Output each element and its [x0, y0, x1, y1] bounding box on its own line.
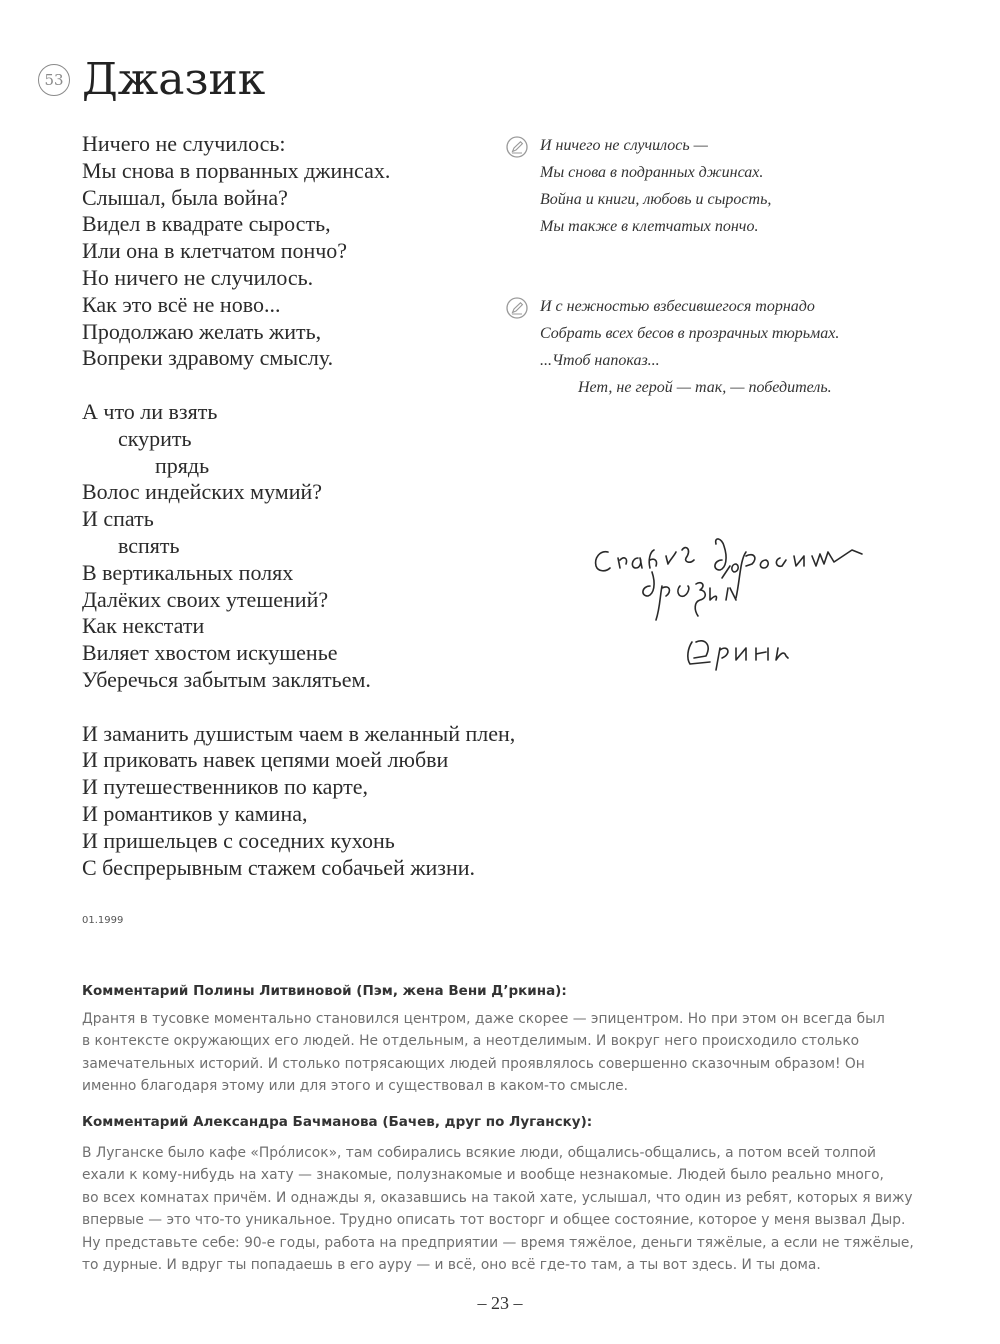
comment-line: то дурные. И вдруг ты попадаешь в его ауру — и всё, оно всё где-то там, а ты вот здесь. И ты дома. — [82, 1257, 821, 1274]
note-line: ...Чтоб напоказ... — [540, 352, 660, 369]
poem-line: Виляет хвостом искушенье — [82, 640, 338, 666]
handwritten-signature — [590, 530, 890, 690]
poem-line: Видел в квадрате сырость, — [82, 211, 331, 237]
poem-line: Как некстати — [82, 613, 205, 639]
note-line: Мы также в клетчатых пончо. — [540, 218, 759, 235]
poem-line: Как это всё не ново... — [82, 291, 281, 317]
poem-line: Но ничего не случилось. — [82, 264, 314, 290]
poem-line: И заманить душистым чаем в желанный плен, — [82, 720, 516, 746]
poem-stanza-1 — [82, 131, 515, 372]
comment-line: впервые — это что-то уникальное. Трудно описать тот восторг и общее состояние, которое у меня вызвал Дыр. — [82, 1212, 906, 1229]
note-line: Собрать всех бесов в прозрачных тюрьмах. — [540, 325, 840, 342]
pen-note-icon — [506, 297, 528, 319]
comment-heading-1: Комментарий Полины Литвиновой (Пэм, жена Вени Д’ркина): — [82, 983, 567, 999]
comment-line: в контексте окружающих его людей. Не отдельным, а неотделимым. И вокруг него происходило столько — [82, 1033, 860, 1050]
comment-line: Ну представьте себе: 90-е годы, работа на предприятии — время тяжёлое, деньги тяжёлые, а если не тяжёлые, — [82, 1234, 914, 1251]
note-line: И ничего не случилось — — [540, 137, 708, 154]
page-title: Джазик — [82, 54, 266, 105]
chapter-number-badge: 53 — [38, 64, 70, 96]
poem-line: Слышал, была война? — [82, 184, 288, 210]
poem-line: Уберечься забытым заклятьем. — [82, 666, 371, 692]
poem-line: вспять — [118, 532, 180, 558]
note-line: Мы снова в подранных джинсах. — [540, 164, 764, 181]
note-line: И с нежностью взбесившегося торнадо — [540, 298, 815, 315]
comment-line: замечательных историй. И столько потрясающих людей проявлялось совершенно сказочным образом! Он — [82, 1055, 865, 1072]
pen-note-icon — [506, 136, 528, 158]
note-line: Нет, не герой — так, — победитель. — [578, 379, 832, 396]
comment-heading-2: Комментарий Александра Бачманова (Бачев, друг по Луганску): — [82, 1114, 593, 1130]
poem-line: Или она в клетчатом пончо? — [82, 238, 348, 264]
poem-stanza-3 — [82, 721, 515, 882]
poem-line: Вопреки здравому смыслу. — [82, 345, 334, 371]
comment-line: Дрантя в тусовке моментально становился центром, даже скорее — эпицентром. Но при этом он всегда был — [82, 1011, 885, 1027]
poem-line: скурить — [118, 425, 192, 451]
poem-date: 01.1999 — [82, 915, 124, 926]
poem-line: Ничего не случилось: — [82, 131, 286, 156]
poem-line: И приковать навек цепями моей любви — [82, 747, 449, 773]
note-line: Война и книги, любовь и сырость, — [540, 191, 772, 208]
poem-line: Далёких своих утешений? — [82, 586, 329, 612]
poem-line: И спать — [82, 506, 154, 532]
poem-line: С беспрерывным стажем собачьей жизни. — [82, 854, 476, 880]
poem-stanza-2 — [82, 399, 515, 694]
poem-line: А что ли взять — [82, 398, 218, 424]
poem-line: В вертикальных полях — [82, 559, 294, 585]
comment-line: во всех комнатах причём. И однажды я, оказавшись на такой хате, услышал, что один из ребят, которых я вижу — [82, 1189, 913, 1206]
poem-line: прядь — [155, 452, 210, 478]
comment-line: ехали к кому-нибудь на хату — знакомые, полузнакомые и вообще незнакомые. Людей было реально много, — [82, 1167, 884, 1184]
poem-line: И романтиков у камина, — [82, 800, 308, 826]
poem — [82, 131, 515, 908]
poem-line: И путешественников по карте, — [82, 774, 368, 800]
poem-line: И пришельцев с соседних кухонь — [82, 827, 395, 853]
poem-line: Мы снова в порванных джинсах. — [82, 157, 391, 183]
poem-line: Волос индейских мумий? — [82, 479, 323, 505]
comment-line: именно благодаря этому или для этого и существовал в каком-то смысле. — [82, 1078, 629, 1095]
poem-line: Продолжаю желать жить, — [82, 318, 322, 344]
margin-note-1 — [506, 132, 771, 240]
page-number: – 23 – — [477, 1293, 523, 1313]
comment-body-2 — [82, 1142, 932, 1276]
margin-note-2 — [506, 293, 839, 401]
comment-body-1 — [82, 1008, 932, 1098]
comment-line: В Луганске было кафе «Про́лисок», там собирались всякие люди, общались-общались, а потом всей толпой — [82, 1145, 876, 1161]
